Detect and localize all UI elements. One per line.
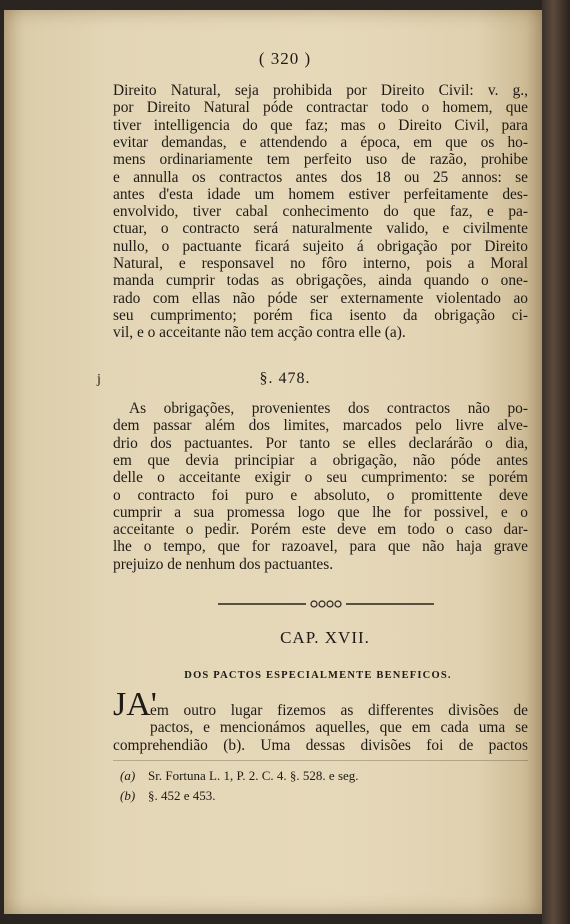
text-line: delle o acceitante exigir o seu cumprimento: se porém [113, 469, 528, 487]
text-line: acceitante o pedir. Porém este deve em todo o caso dar- [113, 521, 528, 539]
text-line: o contracto foi puro e absoluto, o promittente deve [113, 486, 528, 504]
footnote-separator [113, 760, 528, 761]
text-line: pactos, e mencionámos aquelles, que em cada uma se [150, 719, 528, 737]
ornamental-divider [218, 598, 434, 610]
text-line: Direito Natural, seja prohibida por Direito Civil: v. g., [113, 82, 528, 99]
footnote-text: Sr. Fortuna L. 1, P. 2. C. 4. §. 528. e seg. [148, 768, 359, 783]
book-spine [542, 0, 570, 924]
text-line: evitar demandas, e attendendo a época, em que os ho- [113, 133, 528, 151]
text-line: ctuar, o contracto será naturalmente valido, e civilmente [113, 220, 528, 238]
footnote-mark: (a) [120, 768, 136, 783]
text-line: prejuizo de nenhum dos pactuantes. [113, 555, 334, 573]
drop-cap: JA' [113, 686, 157, 723]
text-line: lhe o tempo, que for razoavel, para que não haja grave [113, 538, 528, 556]
text-line: As obrigações, provenientes dos contractos não po- [129, 400, 528, 417]
text-line: tiver intelligencia do que faz; mas o Direito Civil, para [113, 116, 528, 134]
text-line: antes d'esta idade um homem estiver perfeitamente des- [113, 185, 528, 203]
text-line: por Direito Natural póde contractar todo o homem, que [113, 99, 528, 117]
chapter-subtitle: DOS PACTOS ESPECIALMENTE BENEFICOS. [184, 670, 452, 681]
text-line: dem passar além dos limites, marcados pelo livre alve- [113, 417, 528, 435]
text-line: nullo, o pactuante ficará sujeito á obrigação por Direito [113, 237, 528, 255]
text-line: envolvido, tiver cabal conhecimento do que faz, e pa- [113, 203, 528, 221]
text-line: drio dos pactuantes. Por tanto se elles declarárão o dia, [113, 434, 528, 452]
text-line: em outro lugar fizemos as differentes divisões de [150, 702, 528, 719]
text-line: vil, e o acceitante não tem acção contra elle (a). [113, 324, 406, 342]
text-line: mens ordinariamente tem perfeito uso de razão, prohibe [113, 151, 528, 169]
text-line: seu cumprimento; porém fica isento da obrigação ci- [113, 306, 528, 324]
page-number: ( 320 ) [258, 49, 312, 68]
footnote [120, 768, 359, 784]
footnote-text: §. 452 e 453. [148, 788, 216, 803]
chapter-heading: CAP. XVII. [280, 628, 370, 647]
footnote-mark: (b) [120, 788, 136, 803]
text-line: em que devia principiar a obrigação, não póde antes [113, 451, 528, 469]
text-line: manda cumprir todas as obrigações, ainda quando o one- [113, 272, 528, 290]
text-line: rado com ellas não póde ser externamente violentado ao [113, 289, 528, 307]
text-line: cumprir a sua promessa logo que lhe for possivel, e o [113, 503, 528, 521]
text-line: e annulla os contractos antes dos 18 ou 25 annos: se [113, 168, 528, 186]
stray-mark: j [97, 372, 101, 387]
text-line: Natural, e responsavel no fôro interno, pois a Moral [113, 255, 528, 272]
text-line: comprehendião (b). Uma dessas divisões foi de pactos [113, 736, 528, 754]
section-heading: §. 478. [259, 370, 311, 387]
footnote [120, 788, 216, 804]
